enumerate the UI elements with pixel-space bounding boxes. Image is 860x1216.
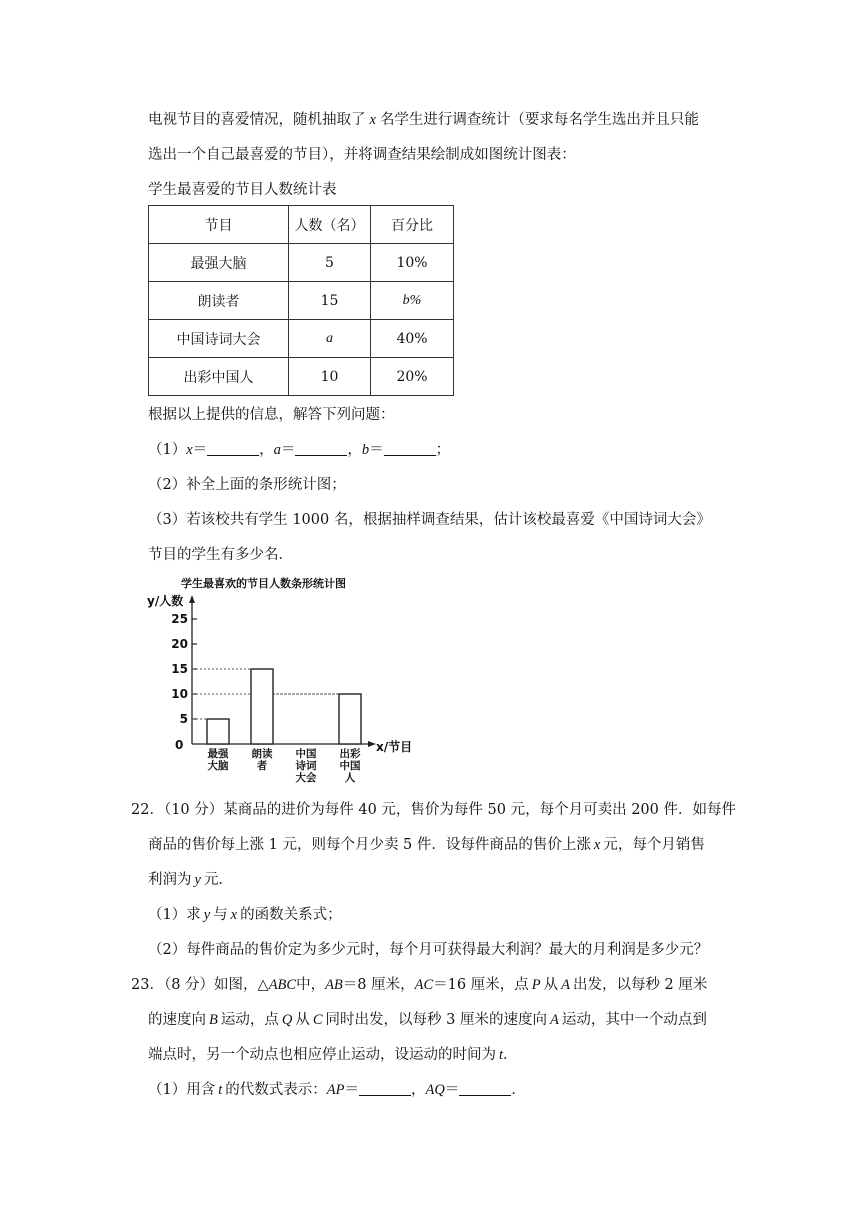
table-cell: 中国诗词大会 [149, 320, 289, 358]
q21-part3-line1: （3）若该校共有学生 1000 名，根据抽样调查结果，估计该校最喜爱《中国诗词大会》 [148, 512, 711, 528]
table-cell: b% [371, 282, 454, 320]
q23-part1: （1）用含 t 的代数式表示：AP＝ ，AQ＝ ． [148, 1082, 526, 1098]
table-cell: 5 [289, 244, 371, 282]
table-header: 节目 [149, 206, 289, 244]
category-label: 最强 [207, 748, 229, 760]
table-header: 人数（名） [289, 206, 371, 244]
y-tick-label: 20 [171, 637, 188, 651]
table-cell: 15 [289, 282, 371, 320]
table-header-row [149, 206, 454, 244]
category-label: 诗词 [295, 760, 317, 772]
y-tick-label: 25 [171, 612, 188, 626]
y-tick-label: 10 [171, 687, 188, 701]
category-label: 者 [256, 760, 268, 772]
table-row [149, 320, 454, 358]
intro-line-2: 选出一个自己最喜爱的节目），并将调查结果绘制成如图统计图表： [148, 147, 576, 163]
q21-prompt: 根据以上提供的信息，解答下列问题： [148, 407, 395, 423]
y-tick-label: 5 [179, 712, 188, 726]
table-cell: 10% [371, 244, 454, 282]
q21-part1: （1）x＝ ，a＝ ，b＝ ； [148, 442, 451, 458]
q21-part2: （2）补全上面的条形统计图； [148, 477, 346, 493]
category-label: 朗读 [251, 748, 273, 760]
answer-blank [384, 441, 436, 456]
chart-title: 学生最喜欢的节目人数条形统计图 [181, 577, 346, 590]
q22-part1: （1）求 y 与 x 的函数关系式； [148, 907, 342, 923]
q21-part3-line2: 节目的学生有多少名． [148, 547, 293, 563]
table-caption: 学生最喜爱的节目人数统计表 [148, 182, 337, 198]
var-x: x [369, 112, 376, 128]
y-axis-label: y/人数 [147, 594, 184, 608]
q23-line-1: 23．（8 分）如图，△ABC中，AB＝8 厘米，AC＝16 厘米，点 P 从 A 出发，以每秒 2 厘米 [131, 977, 708, 993]
q22-line-2: 商品的售价每上涨 1 元，则每个月少卖 5 件．设每件商品的售价上涨 x 元，每个月销售 [148, 837, 705, 853]
q22-part2: （2）每件商品的售价定为多少元时，每个月可获得最大利润？最大的月利润是多少元？ [148, 942, 709, 958]
intro-line-1: 电视节目的喜爱情况，随机抽取了 x 名学生进行调查统计（要求每名学生选出并且只能 [148, 112, 699, 128]
table-cell: 40% [371, 320, 454, 358]
origin-label: 0 [175, 738, 184, 752]
bar [251, 669, 273, 744]
answer-blank [459, 1081, 511, 1096]
category-label: 出彩 [339, 748, 361, 760]
category-label: 人 [344, 772, 356, 784]
table-header: 百分比 [371, 206, 454, 244]
category-label: 中国 [339, 760, 361, 772]
answer-blank [295, 441, 347, 456]
table-cell: 出彩中国人 [149, 358, 289, 396]
table-row [149, 244, 454, 282]
statistics-table [148, 205, 454, 396]
table-cell: a [289, 320, 371, 358]
x-axis-arrow [368, 741, 376, 747]
q22-line-1: 22．（10 分）某商品的进价为每件 40 元，售价为每件 50 元，每个月可卖出 200 件．如每件 [131, 802, 736, 818]
table-cell: 10 [289, 358, 371, 396]
table-cell: 20% [371, 358, 454, 396]
y-tick-label: 15 [171, 662, 188, 676]
table-row [149, 282, 454, 320]
x-axis-label: x/节目 [376, 740, 413, 754]
table-cell: 朗读者 [149, 282, 289, 320]
q23-line-2: 的速度向 B 运动，点 Q 从 C 同时出发，以每秒 3 厘米的速度向 A 运动，其中一个动点到 [148, 1012, 707, 1028]
q22-line-3: 利润为 y 元． [148, 872, 233, 888]
bar [339, 694, 361, 744]
bar-chart [140, 572, 430, 784]
category-label: 大会 [295, 772, 317, 784]
answer-blank [359, 1081, 411, 1096]
table-row [149, 358, 454, 396]
table-cell: 最强大脑 [149, 244, 289, 282]
answer-blank [207, 441, 259, 456]
category-label: 中国 [295, 748, 317, 760]
category-label: 大脑 [207, 760, 229, 772]
y-axis-arrow [189, 595, 195, 603]
q23-line-3: 端点时，另一个动点也相应停止运动，设运动的时间为 t． [148, 1047, 518, 1063]
bar [207, 719, 229, 744]
